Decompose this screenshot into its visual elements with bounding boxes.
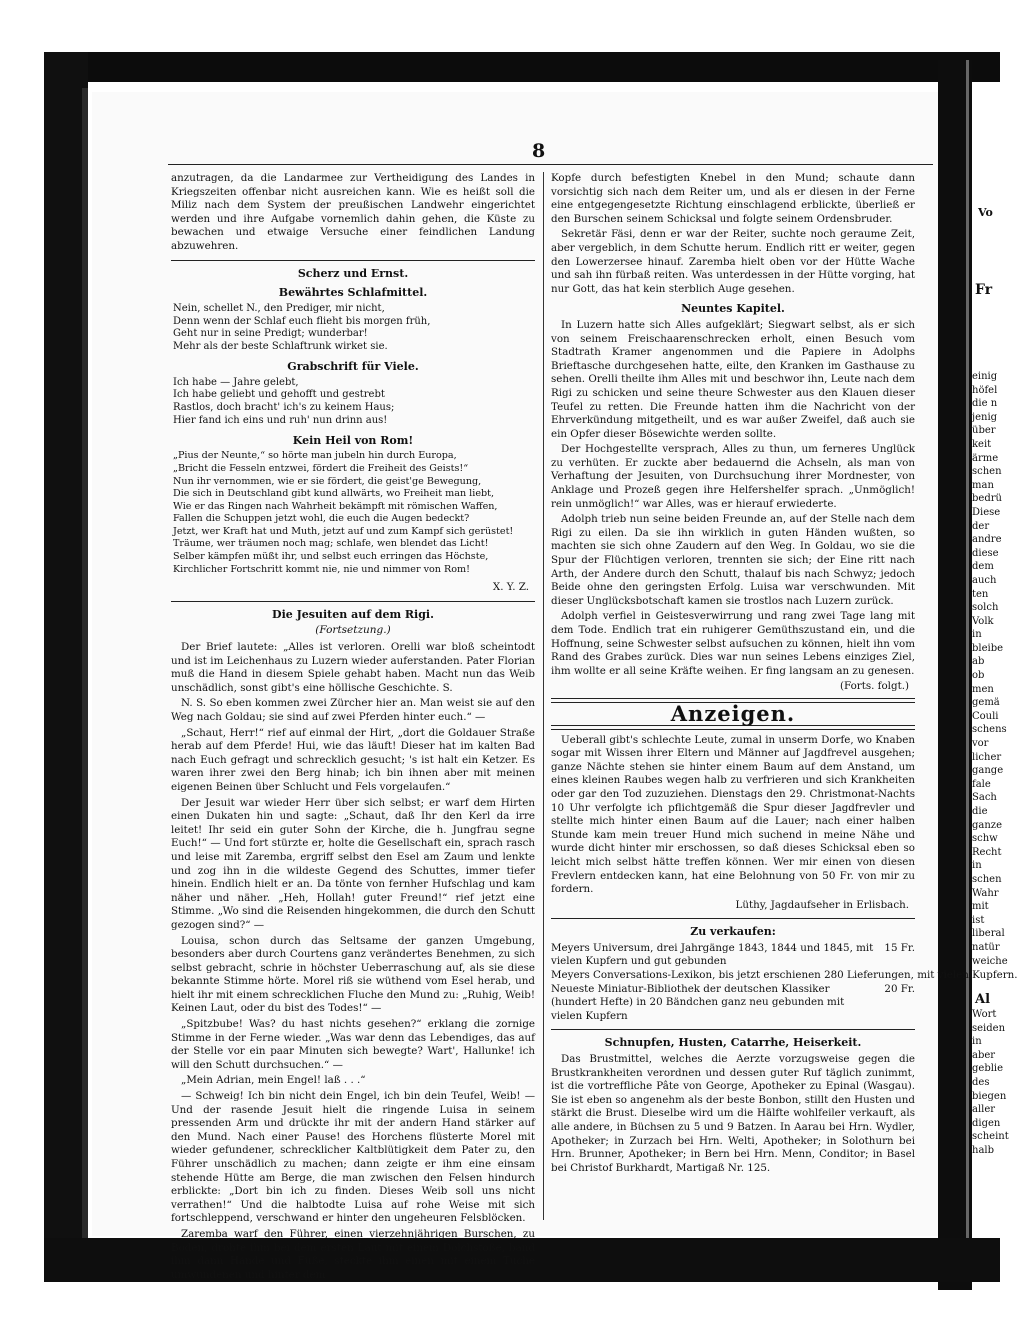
continued-note: (Forts. folgt.): [839, 680, 909, 693]
margin-line: ärme: [972, 452, 999, 464]
margin-line: bleibe: [972, 642, 1004, 654]
sale-item: [551, 983, 915, 1024]
sale-item-text: Meyers Conversations-Lexikon, bis jetzt erschienen 280 Lieferungen, mit vielen Kupfern.: [551, 969, 1018, 982]
sale-item: [551, 969, 1018, 983]
margin-line: weiche: [972, 955, 1008, 967]
margin-line: ganze: [972, 819, 1002, 831]
sale-item-price: 15 Fr.: [884, 941, 915, 954]
margin-line: des: [972, 1076, 990, 1088]
margin-line: man: [972, 479, 994, 491]
margin-line: in: [972, 860, 982, 872]
margin-line: in: [972, 1036, 982, 1048]
margin-line: Volk: [972, 615, 994, 627]
margin-line: Wort: [972, 1009, 997, 1020]
story-subtitle: (Fortsetzung.): [315, 624, 391, 637]
sale-item-text: Neueste Miniatur-Bibliothek der deutschen Klassiker (hundert Hefte) in 20 Bändchen ganz neu gebunden mit vielen Kupfern: [551, 982, 845, 1022]
margin-line: Diese: [972, 506, 1001, 518]
margin-line: der: [972, 520, 990, 532]
margin-line: Recht: [972, 846, 1002, 858]
next-page-section-fragment: Al: [975, 992, 991, 1007]
ad-jagdfrevel-text: Ueberall gibt's schlechte Leute, zumal in unserm Dorfe, wo Knaben sogar mit Wissen ihrer Eltern und Männer auf Jagdfrevel ausgehen; ganze Nächte stehen sie hinter einem Baum auf dem Anstand, um eines kleinen Raubes wegen halb zu verfrieren und sich Krankheiten oder gar den Tod zuzuziehen. Dienstags den 29. Christmonat-Nachts 10 Uhr verfolgte ich pflichtgemäß die Spur dieser Jagdfrevler und stellte mich hinter einen Baum auf die Lauer; nach einer halben Stunde kam mein treuer Hund mich suchend in meine Nähe und wurde dicht hinter mir erschossen, so daß dieses Schicksal eben so leicht mich selbst hätte treffen können. Wer mir einen von diesen Frevlern entdecken kann, hat eine Belohnung von 50 Fr. von mir zu fordern.: [551, 733, 915, 896]
next-page-margin-text: [972, 1008, 1009, 1158]
margin-line: keit: [972, 438, 992, 450]
margin-line: digen: [972, 1117, 1001, 1129]
margin-line: fale: [972, 778, 991, 790]
margin-line: schw: [972, 833, 998, 845]
poem3-signature: X. Y. Z.: [492, 581, 529, 594]
poem1-text: Nein, schellet N., den Prediger, mir nicht, Denn wenn der Schlaf euch flieht bis morgen früh, Geht nur in seine Predigt; wunderbar! Mehr als der beste Schlaftrunk wirket sie.: [173, 302, 431, 353]
margin-line: geblie: [972, 1063, 1004, 1075]
page-number: 8: [532, 140, 546, 162]
margin-line: in: [972, 629, 982, 641]
next-page-fragment: Vo: [978, 206, 993, 219]
section-rule: [171, 260, 535, 261]
poem2-title: Grabschrift für Viele.: [287, 359, 419, 373]
chapter-paragraph: Der Hochgestellte versprach, Alles zu thun, um ferneres Unglück zu verhüten. Er zuckte aber bedauernd die Achseln, als man von Verhaftung der Jesuiten, von Durchsuchung ihrer Mordnester, von Anklage und Prozeß gegen ihre Helfershelfer sprach. „Unmöglich! rein unmöglich!“ war Alles, was er hierauf erwiederte.: [551, 443, 915, 510]
intro-paragraph: anzutragen, da die Landarmee zur Vertheidigung des Landes in Kriegszeiten offenbar nicht ausreichen kann. Wie es heißt soll die Miliz nach dem System der preußischen Landwehr eingerichtet werden und ihre Aufgabe vornemlich dahin gehen, die Küste zu bewachen und etwaige Versuche einer feindlichen Landung abzuwehren.: [171, 172, 535, 252]
poem3-title: Kein Heil von Rom!: [292, 433, 414, 447]
margin-line: höfel: [972, 384, 998, 396]
story-paragraph: Der Brief lautete: „Alles ist verloren. Orelli war bloß scheintodt und ist im Leichenhaus zu Luzern wieder auferstanden. Pater Florian muß die Hand in diesem Spiele gehabt haben. Macht nun das Weib unschädlich, sonst gibt's eine höllische Geschichte. S.: [171, 641, 535, 694]
margin-line: gange: [972, 765, 1004, 777]
scherz-heading: Scherz und Ernst.: [297, 266, 409, 280]
story-paragraph: Der Jesuit war wieder Herr über sich selbst; er warf dem Hirten einen Dukaten hin und sagte: „Schaut, daß Ihr den Kerl da irre leitet! Ihr seid ein guter Sohn der Kirche, die h. Jungfrau segne Euch!“ — Und fort stürzte er, holte die Gesellschaft ein, sprach rasch und leise mit Zaremba, ergriff selbst den Esel am Zaum und lenkte und zog ihn in die wildeste Gegend des Schuttes, immer tiefer hinein. Endlich hielt er an. Da tönte von fernher Hufschlag und kam näher und näher. „Heh, Hollah! guter Freund!“ rief jetzt eine Stimme. „Wo sind die Reisenden hingekommen, die durch den Schutt gezogen sind?“ —: [171, 796, 535, 931]
story-paragraph: — Schweig! Ich bin nicht dein Engel, ich bin dein Teufel, Weib! — Und der rasende Jesuit hielt die ringende Luisa in seinem pressenden Arm und drückte ihr mit der andern Hand stärker auf den Mund. Nach einer Pause! des Horchens flüsterte Morel mit wieder gefundener, schrecklicher Kaltblütigkeit dem Pater zu, den Führer unschädlich zu machen; dann zeigte er ihm eine einsam stehende Hütte am Berge, die man zwischen den Felsen hindurch erblickte: „Dort bin ich zu finden. Dieses Weib soll uns nicht verrathen!“ Und die halbtodte Luisa auf rohe Weise mit sich fortschleppend, verschwand er hinter den ungeheuren Felsblöcken.: [171, 1090, 535, 1225]
scan-fold-shadow: [82, 88, 88, 1258]
margin-line: seiden: [972, 1022, 1006, 1034]
margin-line: natür: [972, 941, 1000, 953]
margin-line: dem: [972, 561, 994, 573]
margin-line: liberal: [972, 928, 1005, 940]
left-column: [171, 172, 535, 1284]
margin-line: ab: [972, 656, 985, 668]
story-paragraph: Sekretär Fäsi, denn er war der Reiter, suchte noch geraume Zeit, aber vergeblich, in dem Schutte herum. Endlich ritt er weiter, gegen den Lowerzersee hinauf. Zaremba hielt oben vor der Hütte Wache und sah ihn fürbaß reiten. Was unterdessen in der Hütte vorging, hat nur Gott, das hat kein sterblich Auge gesehen.: [551, 228, 915, 295]
margin-line: biegen: [972, 1090, 1007, 1102]
story-paragraph: Louisa, schon durch das Seltsame der ganzen Umgebung, besonders aber durch Courtens ganz verändertes Benehmen, zu sich selbst gebracht, schrie in höchster Ueberraschung auf, als sie diese bekannte Stimme hörte. Morel riß sie wüthend vom Esel herab, und hielt ihr mit einem schrecklichen Fluche den Mund zu: „Ruhig, Weib! Keinen Laut, oder du bist des Todes!“ —: [171, 934, 535, 1015]
margin-line: die n: [972, 398, 998, 410]
margin-line: aber: [972, 1049, 996, 1061]
story-paragraph: „Spitzbube! Was? du hast nichts gesehen?“ erklang die zornige Stimme in der Ferne wieder. „Was war denn das Lebendiges, das auf der Stelle vor ein paar Minuten sich bewegte? Wart', Hallunke! ich will den Schutt durchsuchen.“ —: [171, 1018, 535, 1071]
chapter-title: Neuntes Kapitel.: [681, 302, 785, 316]
margin-line: die: [972, 806, 988, 817]
poem3-text: „Pius der Neunte,“ so hörte man jubeln hin durch Europa, „Bricht die Fesseln entzwei, fördert die Freiheit des Geists!“ Nun ihr vernommen, wie er sie fördert, die geist'ge Bewegung, Die sich in Deutschland gibt kund allwärts, wo Freiheit man liebt, Wie er das Ringen nach Wahrheit bekämpft mit römischen Waffen, Fallen die Schuppen jetzt wohl, die euch die Augen bedeckt? Jetzt, wer Kraft hat und Muth, jetzt auf und zum Kampf sich gerüstet! Träume, wer träumen noch mag; schlafe, wen blendet das Licht! Selber kämpfen müßt ihr, und selbst euch erringen das Höchste, Kirchlicher Fortschritt kommt nie, nie und nimmer von Rom!: [173, 450, 514, 575]
margin-line: schens: [972, 724, 1007, 736]
margin-line: ist: [972, 914, 985, 926]
margin-line: ob: [972, 670, 985, 682]
chapter-paragraph: Adolph trieb nun seine beiden Freunde an, auf der Stelle nach dem Rigi zu eilen. Da sie ihn wirklich in guten Händen wußten, so machten sie sich ohne Zaudern auf den Weg. In Goldau, wo sie die Spur der Flüchtigen verloren, trennten sie sich; der Eine ritt nach Arth, der Andere durch den Schutt, thalauf bis nach Schwyz; jedoch Beide ohne den geringsten Erfolg. Luisa war verschwunden. Mit dieser Unglücksbotschaft kamen sie trostlos nach Luzern zurück.: [551, 513, 915, 607]
sale-item-price: 20 Fr.: [884, 982, 915, 995]
margin-line: über: [972, 425, 996, 437]
margin-line: scheint: [972, 1131, 1009, 1143]
chapter-paragraph: Adolph verfiel in Geistesverwirrung und rang zwei Tage lang mit dem Tode. Endlich trat ein ruhigerer Gemüthszustand ein, und die Hoffnung, seine Schwester selbst aufsuchen zu können, hielt ihn vom Rand des Grabes zurück. Dies war nun seines Lebens einziges Ziel, ihm wollte er all seine Kräfte weihen. Er fing langsam an zu genesen.: [551, 610, 915, 677]
margin-line: Couli: [972, 710, 999, 722]
story-paragraph: „Mein Adrian, mein Engel! laß . . .“: [181, 1074, 366, 1087]
story-paragraph: Zaremba warf den Führer, einen vierzehnjährigen Burschen, zu Boden, drohte ihm bei dem ersten Laut mit einem Dolchstoße, band ihm dann Hände und Füße, steckte ihm einen mit einem Tuche umwundenen und hinter dem: [171, 1227, 535, 1281]
sale-item-text: Meyers Universum, drei Jahrgänge 1843, 1844 und 1845, mit vielen Kupfern und gut gebunden: [551, 941, 874, 968]
chapter-paragraph: In Luzern hatte sich Alles aufgeklärt; Siegwart selbst, als er sich von seinem Freischaarenschrecken erholt, einen Besuch vom Stadtrath Kramer angenommen und die Papiere in Adolphs Brieftasche durchgesehen hatte, eilte, den Kranken im Gasthause zu sehen. Orelli theilte ihm Alles mit und beschwor ihn, Leute nach dem Rigi zu schicken und seine theure Schwester aus den Klauen dieser Teufel zu retten. Die Freunde hatten ihm die Nachricht von der Ehrverkündung mitgetheilt, und es war außer Zweifel, daß auch sie ein Opfer dieser Bösewichte werden sollte.: [551, 318, 915, 440]
margin-line: mit: [972, 901, 989, 913]
ad-rule: [551, 918, 915, 919]
story-paragraph: N. S. So eben kommen zwei Zürcher hier an. Man weist sie auf den Weg nach Goldau; sie sind auf zwei Pferden hinter euch.“ —: [171, 697, 535, 723]
margin-line: Wahr: [972, 887, 999, 899]
margin-line: jenig: [972, 411, 998, 423]
scan-border-top: [55, 52, 1000, 82]
margin-line: gemä: [972, 697, 1000, 709]
margin-line: schen: [972, 873, 1002, 885]
header-rule: [168, 164, 933, 165]
poem1-title: Bewährtes Schlafmittel.: [278, 286, 428, 300]
ads-heading: Anzeigen.: [670, 700, 796, 726]
ad-rule: [551, 1029, 915, 1030]
poem2-text: Ich habe — Jahre gelebt, Ich habe geliebt und gehofft und gestrebt Rastlos, doch bracht' ich's zu keinem Haus; Hier fand ich eins und ruh' nun drinn aus!: [173, 376, 395, 426]
margin-line: einig: [972, 371, 998, 382]
section-rule: [171, 601, 535, 602]
story-title: Die Jesuiten auf dem Rigi.: [272, 607, 434, 621]
margin-line: schen: [972, 466, 1002, 478]
story-paragraph: „Schaut, Herr!“ rief auf einmal der Hirt, „dort die Goldauer Straße herab auf dem Pferde! Hui, wie das läuft! Dieser hat im kalten Bad nach Euch gefragt und schrecklich gesucht; 's ist halt ein Ketzer. Es waren ihrer zwei den Berg hinab; ich bin ihnen aber mit meinen eigenen Beinen über Schlucht und Fels vorgelaufen.“: [171, 726, 535, 793]
margin-line: diese: [972, 547, 999, 559]
next-page-margin-text: [972, 370, 1008, 968]
sale-heading: Zu verkaufen:: [690, 925, 776, 939]
margin-line: andre: [972, 534, 1002, 546]
margin-line: auch: [972, 574, 997, 586]
margin-line: licher: [972, 751, 1002, 763]
column-separator: [543, 172, 544, 1220]
story-paragraph: Kopfe durch befestigten Knebel in den Mund; schaute dann vorsichtig sich nach dem Reiter um, und als er diesen in der Ferne eine entgegengesetzte Richtung einschlagend erblickte, überließ er den Burschen seinem Schicksal und folgte seinem Ordensbruder.: [551, 172, 915, 225]
margin-line: vor: [972, 738, 989, 750]
ad-jagdfrevel-signature: Lüthy, Jagdaufseher in Erlisbach.: [735, 898, 909, 911]
margin-line: ten: [972, 588, 989, 600]
margin-line: Sach: [972, 792, 997, 804]
sale-item: [551, 942, 915, 969]
margin-line: halb: [972, 1144, 995, 1156]
remedy-heading: Schnupfen, Husten, Catarrhe, Heiserkeit.: [604, 1036, 862, 1050]
margin-line: aller: [972, 1104, 996, 1116]
next-page-heading-fragment: Fr: [975, 282, 993, 298]
remedy-text: Das Brustmittel, welches die Aerzte vorzugsweise gegen die Brustkrankheiten verordnen und dessen guter Ruf täglich zunimmt, ist die vortreffliche Pâte von George, Apotheker zu Epinal (Wasgau). Sie ist eben so angenehm als der beste Bonbon, stillt den Husten und stärkt die Brust. Dieselbe wird um die Hälfte wohlfeiler verkauft, als alle andere, in Büchsen zu 5 und 9 Batzen. In Aarau bei Hrn. Wydler, Apotheker; in Zurzach bei Hrn. Welti, Apotheker; in Solothurn bei Hrn. Brunner, Apotheker; in Bern bei Hrn. Menn, Conditor; in Basel bei Christof Burkhardt, Martigaß Nr. 125.: [551, 1053, 915, 1174]
scan-page-edge: [966, 60, 969, 1260]
margin-line: bedrü: [972, 493, 1002, 505]
margin-line: solch: [972, 602, 999, 614]
margin-line: men: [972, 683, 994, 695]
